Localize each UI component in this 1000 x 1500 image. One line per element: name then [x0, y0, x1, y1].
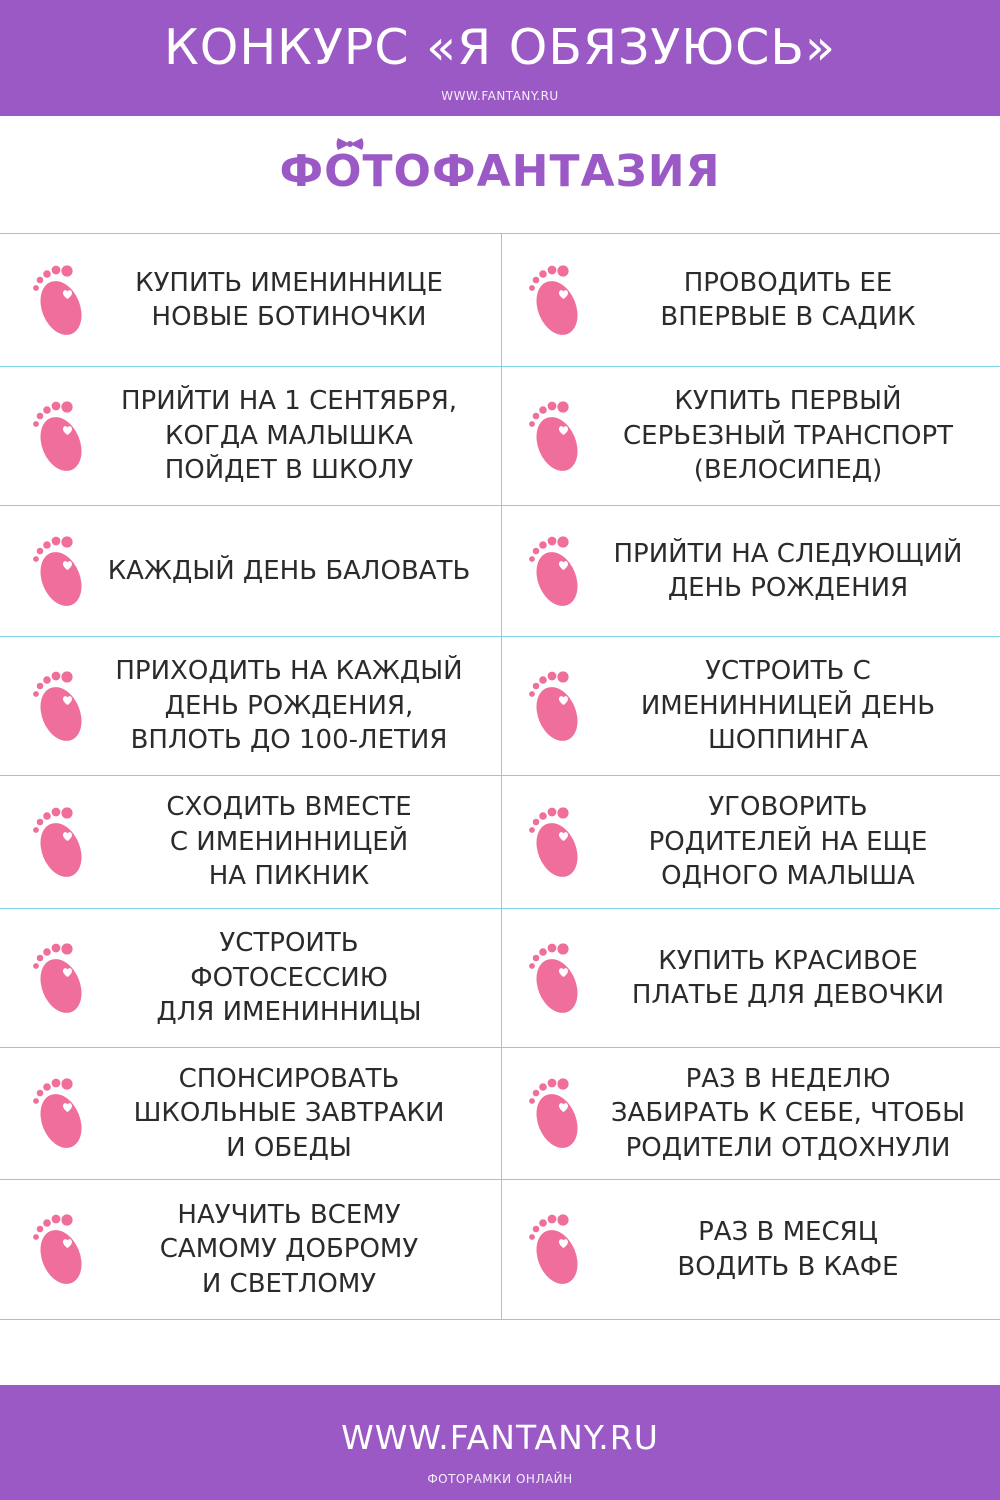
header-site-url[interactable]: WWW.FANTANY.RU: [441, 89, 559, 103]
pledge-cell-left: [0, 506, 502, 637]
baby-foot-icon: [526, 805, 586, 881]
pledge-text: ПРИЙТИ НА СЛЕДУЮЩИЙ ДЕНЬ РОЖДЕНИЯ: [613, 538, 963, 603]
pledge-grid: [0, 233, 1000, 1320]
pledge-cell-right: [502, 637, 1000, 776]
baby-foot-icon: [30, 263, 90, 339]
pledge-text: РАЗ В МЕСЯЦ ВОДИТЬ В КАФЕ: [677, 1217, 899, 1282]
baby-foot-icon: [526, 1212, 586, 1288]
pledge-text: КУПИТЬ КРАСИВОЕ ПЛАТЬЕ ДЛЯ ДЕВОЧКИ: [631, 945, 945, 1010]
pledge-cell-left: [0, 234, 502, 367]
baby-foot-icon: [526, 941, 586, 1017]
baby-foot-icon: [526, 263, 586, 339]
pledge-text: НАУЧИТЬ ВСЕМУ САМОМУ ДОБРОМУ И СВЕТЛОМУ: [159, 1199, 419, 1299]
pledge-text: КАЖДЫЙ ДЕНЬ БАЛОВАТЬ: [107, 555, 471, 586]
baby-foot-icon: [30, 534, 90, 610]
pledge-cell-left: [0, 637, 502, 776]
pledge-cell-left: [0, 776, 502, 909]
baby-foot-icon: [526, 534, 586, 610]
baby-foot-icon: [30, 669, 90, 745]
pledge-cell-left: [0, 1048, 502, 1180]
footer-banner: [0, 1385, 1000, 1500]
pledge-text: УГОВОРИТЬ РОДИТЕЛЕЙ НА ЕЩЕ ОДНОГО МАЛЫША: [648, 792, 928, 892]
pledge-text: КУПИТЬ ПЕРВЫЙ СЕРЬЕЗНЫЙ ТРАНСПОРТ (ВЕЛОСИПЕД): [622, 386, 954, 486]
baby-foot-icon: [30, 1212, 90, 1288]
pledge-text: СХОДИТЬ ВМЕСТЕ С ИМЕНИННИЦЕЙ НА ПИКНИК: [166, 792, 412, 892]
pledge-text: ПРИЙТИ НА 1 СЕНТЯБРЯ, КОГДА МАЛЫШКА ПОЙДЕТ В ШКОЛУ: [120, 386, 458, 486]
baby-foot-icon: [526, 399, 586, 475]
baby-foot-icon: [526, 669, 586, 745]
pledge-cell-left: [0, 1180, 502, 1320]
pledge-text: ПРИХОДИТЬ НА КАЖДЫЙ ДЕНЬ РОЖДЕНИЯ, ВПЛОТЬ ДО 100-ЛЕТИЯ: [115, 656, 463, 756]
pledge-cell-right: [502, 234, 1000, 367]
pledge-text: УСТРОИТЬ С ИМЕНИННИЦЕЙ ДЕНЬ ШОППИНГА: [640, 656, 936, 756]
pledge-text: УСТРОИТЬ ФОТОСЕССИЮ ДЛЯ ИМЕНИННИЦЫ: [156, 928, 422, 1028]
baby-foot-icon: [526, 1076, 586, 1152]
pledge-cell-left: [0, 909, 502, 1048]
baby-foot-icon: [30, 805, 90, 881]
pledge-text: СПОНСИРОВАТЬ ШКОЛЬНЫЕ ЗАВТРАКИ И ОБЕДЫ: [133, 1063, 445, 1163]
footer-site-url[interactable]: WWW.FANTANY.RU: [341, 1418, 659, 1457]
baby-foot-icon: [30, 399, 90, 475]
page-title: КОНКУРС «Я ОБЯЗУЮСЬ»: [163, 19, 836, 76]
pledge-cell-right: [502, 1180, 1000, 1320]
pledge-cell-right: [502, 776, 1000, 909]
header-banner: [0, 0, 1000, 116]
pledge-text: РАЗ В НЕДЕЛЮ ЗАБИРАТЬ К СЕБЕ, ЧТОБЫ РОДИТЕЛИ ОТДОХНУЛИ: [610, 1063, 966, 1163]
baby-foot-icon: [30, 941, 90, 1017]
pledge-cell-right: [502, 506, 1000, 637]
brand-logo-text: ФОТОФАНТАЗИЯ: [279, 146, 721, 197]
pledge-cell-right: [502, 367, 1000, 506]
pledge-cell-right: [502, 909, 1000, 1048]
pledge-text: ПРОВОДИТЬ ЕЕ ВПЕРВЫЕ В САДИК: [660, 267, 916, 332]
baby-foot-icon: [30, 1076, 90, 1152]
pledge-cell-right: [502, 1048, 1000, 1180]
pledge-text: КУПИТЬ ИМЕНИННИЦЕ НОВЫЕ БОТИНОЧКИ: [135, 267, 443, 332]
footer-subtitle: ФОТОРАМКИ ОНЛАЙН: [427, 1472, 573, 1486]
pledge-cell-left: [0, 367, 502, 506]
